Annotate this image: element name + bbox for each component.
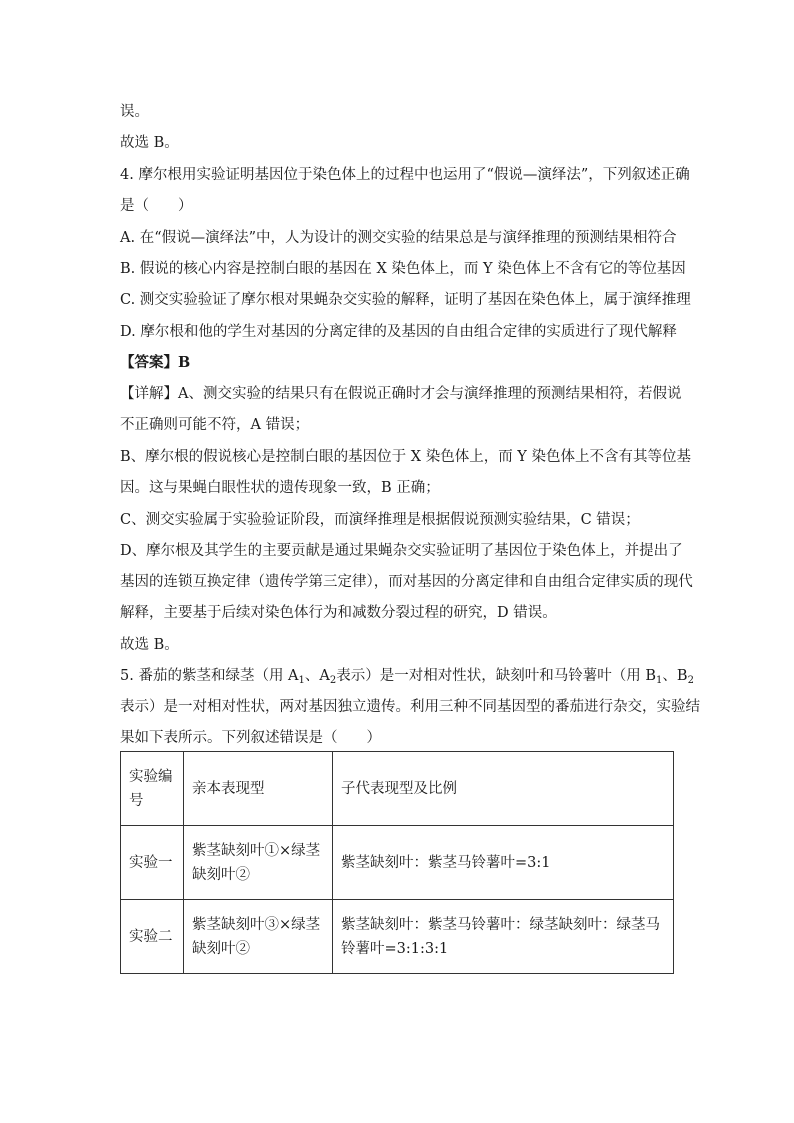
table-cell: 实验二 <box>121 900 184 974</box>
table-cell: 紫茎缺刻叶：紫茎马铃薯叶=3:1 <box>333 826 674 900</box>
explanation-line: 因。这与果蝇白眼性状的遗传现象一致，B 正确； <box>120 480 440 496</box>
option-a: A. 在“假说—演绎法”中，人为设计的测交实验的结果总是与演绎推理的预测结果相符合 <box>120 230 677 246</box>
experiment-table <box>120 751 674 974</box>
explanation-line: C、测交实验属于实验验证阶段，而演绎推理是根据假说预测实验结果，C 错误； <box>120 512 640 528</box>
explanation-line: 不正确则可能不符，A 错误； <box>120 417 310 433</box>
explanation-line: 【详解】A、测交实验的结果只有在假说正确时才会与演绎推理的预测结果相符，若假说 <box>120 386 682 402</box>
text-line: 误。 <box>120 104 149 120</box>
table-row <box>121 826 674 900</box>
text-line: 故选 B。 <box>120 637 179 653</box>
answer-line: 【答案】B <box>120 354 191 371</box>
table-row <box>121 900 674 974</box>
explanation-line: 解释，主要基于后续对染色体行为和减数分裂过程的研究，D 错误。 <box>120 605 557 621</box>
table-header-cell: 实验编号 <box>121 752 184 826</box>
table-cell: 紫茎缺刻叶：紫茎马铃薯叶：绿茎缺刻叶：绿茎马铃薯叶=3:1:3:1 <box>333 900 674 974</box>
explanation-line: D、摩尔根及其学生的主要贡献是通过果蝇杂交实验证明了基因位于染色体上，并提出了 <box>120 543 683 559</box>
option-b: B. 假说的核心内容是控制白眼的基因在 X 染色体上，而 Y 染色体上不含有它的等位基因 <box>120 261 686 277</box>
table-header-cell: 子代表现型及比例 <box>333 752 674 826</box>
table-header-cell: 亲本表现型 <box>184 752 333 826</box>
option-d: D. 摩尔根和他的学生对基因的分离定律的及基因的自由组合定律的实质进行了现代解释 <box>120 324 677 340</box>
question-5-stem-cont: 表示）是一对相对性状，两对基因独立遗传。利用三种不同基因型的番茄进行杂交，实验结 <box>120 699 700 715</box>
table-cell: 实验一 <box>121 826 184 900</box>
option-c: C. 测交实验验证了摩尔根对果蝇杂交实验的解释，证明了基因在染色体上，属于演绎推理 <box>120 292 691 308</box>
question-4-stem: 4. 摩尔根用实验证明基因位于染色体上的过程中也运用了“假说—演绎法”，下列叙述正确 <box>120 167 690 183</box>
table-cell: 紫茎缺刻叶①×绿茎缺刻叶② <box>184 826 333 900</box>
question-4-stem-cont: 是（ ） <box>120 198 193 214</box>
explanation-line: 基因的连锁互换定律（遗传学第三定律），而对基因的分离定律和自由组合定律实质的现代 <box>120 574 693 590</box>
question-5-stem: 5. 番茄的紫茎和绿茎（用 $A_1$、$A_2$表示）是一对相对性状，缺刻叶和马铃薯叶（用 $B_1$、$B_2$ <box>120 668 694 686</box>
text-line: 故选 B。 <box>120 135 179 151</box>
table-cell: 紫茎缺刻叶③×绿茎缺刻叶② <box>184 900 333 974</box>
table-header-row <box>121 752 674 826</box>
question-5-stem-cont: 果如下表所示。下列叙述错误是（ ） <box>120 730 381 746</box>
explanation-line: B、摩尔根的假说核心是控制白眼的基因位于 X 染色体上，而 Y 染色体上不含有其等位基 <box>120 449 691 465</box>
